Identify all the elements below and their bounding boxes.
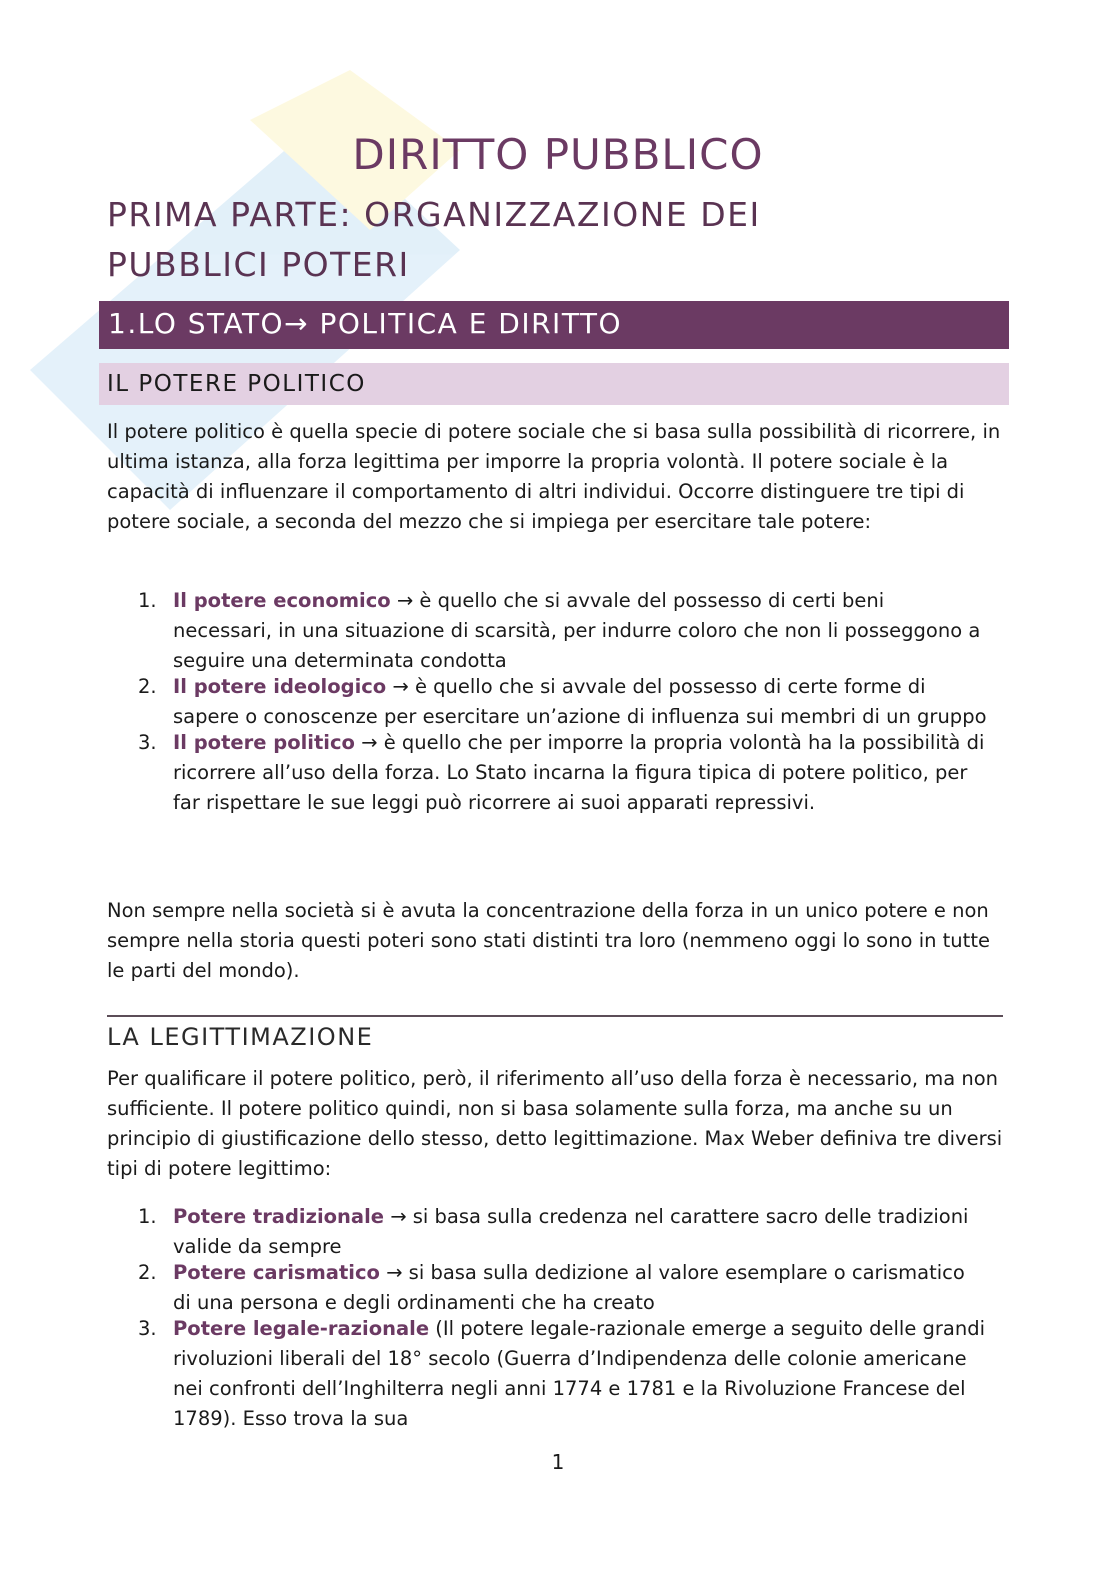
chapter-heading: 1.LO STATO→ POLITICA E DIRITTO xyxy=(99,301,1009,349)
list-number: 3. xyxy=(138,731,157,754)
list-keyword: Il potere politico xyxy=(173,731,355,754)
list-number: 2. xyxy=(138,1261,157,1284)
list-number: 2. xyxy=(138,675,157,698)
list-item xyxy=(107,672,987,732)
list-text: (Il potere legale-razionale emerge a seguito delle grandi rivoluzioni liberali del 18° secolo (Guerra d’Indipendenza delle colonie americane nei confronti dell’Inghilterra negli anni 1774 e 1781 e la Rivoluzione Francese del 1789). Esso trova la sua xyxy=(173,1317,986,1430)
powers-list xyxy=(107,586,987,814)
page-number: 1 xyxy=(551,1450,565,1474)
list-item xyxy=(107,1314,987,1434)
list-item xyxy=(107,728,987,818)
list-keyword: Il potere economico xyxy=(173,589,391,612)
section-heading-legittimazione: LA LEGITTIMAZIONE xyxy=(107,1023,374,1051)
subtitle-line-1: PRIMA PARTE: ORGANIZZAZIONE DEI xyxy=(107,195,761,234)
document-subtitle xyxy=(107,190,987,290)
list-number: 3. xyxy=(138,1317,157,1340)
list-text: → è quello che per imporre la propria volontà ha la possibilità di ricorrere all’uso della forza. Lo Stato incarna la figura tipica di potere politico, per far rispettare le sue leggi può ricorrere ai suoi apparati repressivi. xyxy=(173,731,985,814)
closing-paragraph: Non sempre nella società si è avuta la concentrazione della forza in un unico potere e non sempre nella storia questi poteri sono stati distinti tra loro (nemmeno oggi lo sono in tutte le parti del mondo). xyxy=(107,899,990,982)
list-text: → si basa sulla credenza nel carattere sacro delle tradizioni valide da sempre xyxy=(173,1205,969,1258)
section-divider xyxy=(107,1015,1003,1017)
list-keyword: Potere carismatico xyxy=(173,1261,380,1284)
list-number: 1. xyxy=(138,1205,157,1228)
legittimazione-paragraph: Per qualificare il potere politico, però, il riferimento all’uso della forza è necessario, ma non sufficiente. Il potere politico quindi, non si basa solamente sulla forza, ma anche su un principio di giustificazione dello stesso, detto legittimazione. Max Weber definiva tre diversi tipi di potere legittimo: xyxy=(107,1067,1003,1180)
list-keyword: Potere tradizionale xyxy=(173,1205,384,1228)
list-text: → si basa sulla dedizione al valore esemplare o carismatico di una persona e degli ordinamenti che ha creato xyxy=(173,1261,965,1314)
list-keyword: Potere legale-razionale xyxy=(173,1317,430,1340)
list-text: → è quello che si avvale del possesso di certe forme di sapere o conoscenze per esercitare un’azione di influenza sui membri di un gruppo xyxy=(173,675,987,728)
document-title: DIRITTO PUBBLICO xyxy=(352,130,764,179)
legitimate-power-list xyxy=(107,1202,987,1430)
subtitle-line-2: PUBBLICI POTERI xyxy=(107,245,410,284)
list-item xyxy=(107,1258,987,1318)
section-intro-paragraph: Il potere politico è quella specie di potere sociale che si basa sulla possibilità di ricorrere, in ultima istanza, alla forza legittima per imporre la propria volontà. Il potere sociale è la capacità di influenzare il comportamento di altri individui. Occorre distinguere tre tipi di potere sociale, a seconda del mezzo che si impiega per esercitare tale potere: xyxy=(107,420,1001,533)
list-item xyxy=(107,1202,987,1262)
list-item xyxy=(107,586,987,676)
list-keyword: Il potere ideologico xyxy=(173,675,387,698)
list-text: → è quello che si avvale del possesso di certi beni necessari, in una situazione di scarsità, per indurre coloro che non li posseggono a seguire una determinata condotta xyxy=(173,589,981,672)
list-number: 1. xyxy=(138,589,157,612)
section-heading-potere-politico: IL POTERE POLITICO xyxy=(99,363,1009,405)
